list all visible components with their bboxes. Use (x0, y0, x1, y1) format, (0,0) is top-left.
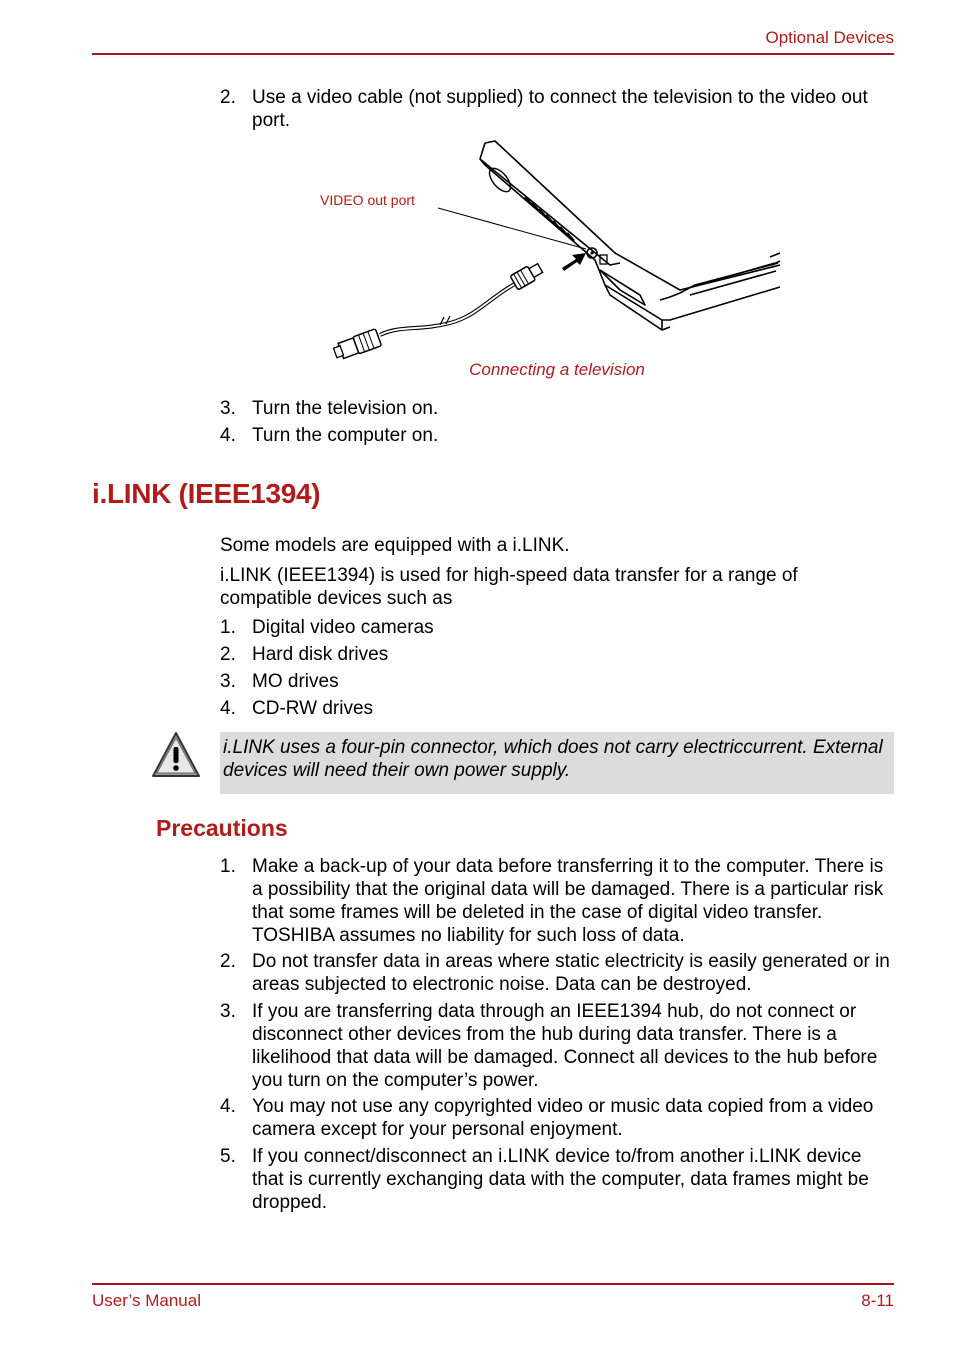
list-text: If you are transferring data through an IEEE1394 hub, do not connect or disconnect other devices from the hub during data transfer. There is a likelihood that data will be damaged. Connect all devices to the hub before you turn on the computer’s power. (252, 1001, 878, 1091)
footer-manual-title: User’s Manual (92, 1291, 201, 1310)
footer-rule (92, 1283, 894, 1285)
list-text: CD-RW drives (252, 698, 374, 719)
list-number: 4. (220, 698, 236, 719)
step-number: 2. (220, 87, 236, 108)
header-rule (92, 53, 894, 55)
list-text: MO drives (252, 671, 339, 692)
step-text: Turn the computer on. (252, 425, 439, 446)
list-text: If you connect/disconnect an i.LINK device to/from another i.LINK device that is currently exchanging data with the computer, data frames might be dropped. (252, 1146, 869, 1213)
list-number: 1. (220, 617, 236, 638)
video-out-port-label: VIDEO out port (320, 192, 415, 208)
tv-connection-figure (300, 135, 790, 365)
ilink-intro-1: Some models are equipped with a i.LINK. (220, 535, 570, 556)
step-number: 3. (220, 398, 236, 419)
list-text: You may not use any copyrighted video or music data copied from a video camera except for your personal enjoyment. (252, 1096, 874, 1140)
step-text: Turn the television on. (252, 398, 439, 419)
list-number: 3. (220, 1001, 236, 1022)
ilink-intro-2: i.LINK (IEEE1394) is used for high-speed data transfer for a range of compatible devices such as (220, 565, 798, 609)
list-number: 5. (220, 1146, 236, 1167)
list-number: 2. (220, 951, 236, 972)
warning-icon (150, 730, 202, 782)
page-number: 8-11 (861, 1291, 894, 1310)
section-heading-ilink: i.LINK (IEEE1394) (92, 478, 321, 509)
list-text: Digital video cameras (252, 617, 434, 638)
list-text: Do not transfer data in areas where static electricity is easily generated or in areas subjected to electronic noise. Data can be destroyed. (252, 951, 890, 995)
step-number: 4. (220, 425, 236, 446)
list-number: 1. (220, 856, 236, 877)
step-text: Use a video cable (not supplied) to connect the television to the video out port. (252, 87, 868, 131)
figure-caption: Connecting a television (469, 360, 645, 379)
note-text: i.LINK uses a four-pin connector, which does not carry electriccurrent. External devices will need their own power supply. (223, 737, 883, 781)
list-text: Make a back-up of your data before transferring it to the computer. There is a possibility that the original data will be damaged. There is a particular risk that some frames will be deleted in the case of digital video transfer. TOSHIBA assumes no liability for such loss of data. (252, 856, 884, 946)
list-number: 3. (220, 671, 236, 692)
list-number: 2. (220, 644, 236, 665)
list-text: Hard disk drives (252, 644, 389, 665)
list-number: 4. (220, 1096, 236, 1117)
subheading-precautions: Precautions (156, 815, 288, 841)
header-section-title: Optional Devices (765, 28, 894, 47)
